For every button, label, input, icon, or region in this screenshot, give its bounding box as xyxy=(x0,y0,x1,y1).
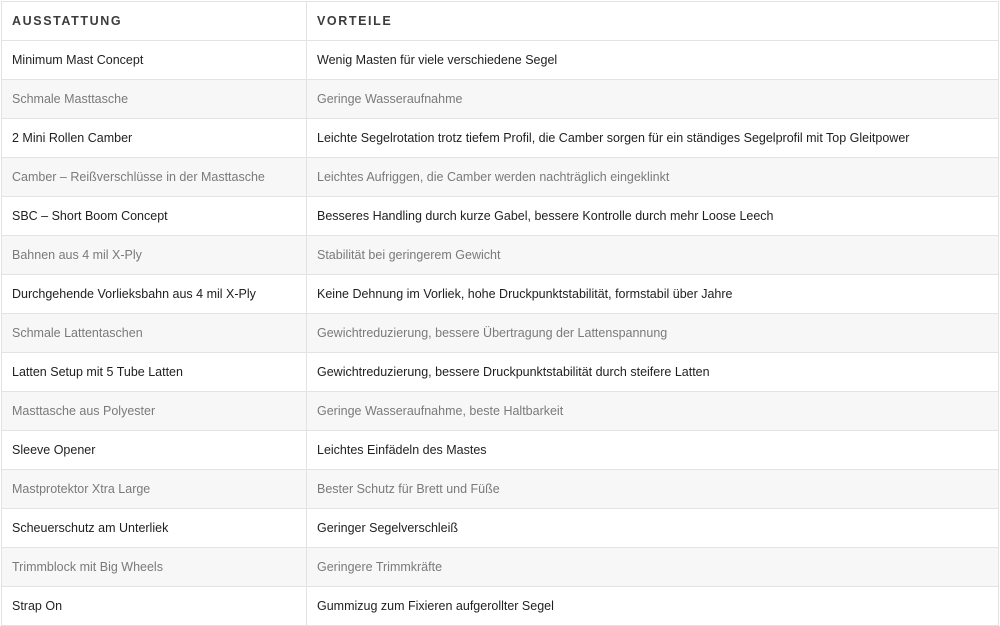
table-row xyxy=(2,41,999,80)
benefit-cell: Geringere Trimmkräfte xyxy=(307,548,999,587)
table-row xyxy=(2,587,999,626)
feature-cell: Sleeve Opener xyxy=(2,431,307,470)
feature-cell: Camber – Reißverschlüsse in der Masttasche xyxy=(2,158,307,197)
table-row xyxy=(2,509,999,548)
feature-cell: Mastprotektor Xtra Large xyxy=(2,470,307,509)
feature-cell: Scheuerschutz am Unterliek xyxy=(2,509,307,548)
feature-cell: Masttasche aus Polyester xyxy=(2,392,307,431)
feature-cell: Strap On xyxy=(2,587,307,626)
features-table xyxy=(1,1,999,626)
feature-cell: Durchgehende Vorlieksbahn aus 4 mil X-Ply xyxy=(2,275,307,314)
benefit-cell: Besseres Handling durch kurze Gabel, bessere Kontrolle durch mehr Loose Leech xyxy=(307,197,999,236)
table-row xyxy=(2,158,999,197)
table-row xyxy=(2,431,999,470)
benefit-cell: Gewichtreduzierung, bessere Druckpunktstabilität durch steifere Latten xyxy=(307,353,999,392)
table-row xyxy=(2,314,999,353)
benefit-cell: Wenig Masten für viele verschiedene Segel xyxy=(307,41,999,80)
benefit-cell: Geringe Wasseraufnahme xyxy=(307,80,999,119)
table-row xyxy=(2,275,999,314)
benefit-cell: Keine Dehnung im Vorliek, hohe Druckpunktstabilität, formstabil über Jahre xyxy=(307,275,999,314)
feature-cell: Schmale Lattentaschen xyxy=(2,314,307,353)
benefit-cell: Leichtes Einfädeln des Mastes xyxy=(307,431,999,470)
feature-cell: Latten Setup mit 5 Tube Latten xyxy=(2,353,307,392)
header-vorteile: VORTEILE xyxy=(307,2,999,41)
table-row xyxy=(2,80,999,119)
header-ausstattung: AUSSTATTUNG xyxy=(2,2,307,41)
table-row xyxy=(2,236,999,275)
benefit-cell: Bester Schutz für Brett und Füße xyxy=(307,470,999,509)
feature-cell: SBC – Short Boom Concept xyxy=(2,197,307,236)
feature-cell: Trimmblock mit Big Wheels xyxy=(2,548,307,587)
table-row xyxy=(2,548,999,587)
benefit-cell: Gewichtreduzierung, bessere Übertragung der Lattenspannung xyxy=(307,314,999,353)
benefit-cell: Leichte Segelrotation trotz tiefem Profil, die Camber sorgen für ein ständiges Segelprofil mit Top Gleitpower xyxy=(307,119,999,158)
benefit-cell: Stabilität bei geringerem Gewicht xyxy=(307,236,999,275)
table-header-row xyxy=(2,2,999,41)
table-row xyxy=(2,353,999,392)
feature-cell: Minimum Mast Concept xyxy=(2,41,307,80)
benefit-cell: Leichtes Aufriggen, die Camber werden nachträglich eingeklinkt xyxy=(307,158,999,197)
benefit-cell: Geringer Segelverschleiß xyxy=(307,509,999,548)
table-row xyxy=(2,392,999,431)
feature-cell: Bahnen aus 4 mil X-Ply xyxy=(2,236,307,275)
benefit-cell: Geringe Wasseraufnahme, beste Haltbarkeit xyxy=(307,392,999,431)
table-row xyxy=(2,197,999,236)
feature-cell: Schmale Masttasche xyxy=(2,80,307,119)
feature-cell: 2 Mini Rollen Camber xyxy=(2,119,307,158)
table-row xyxy=(2,119,999,158)
table-row xyxy=(2,470,999,509)
benefit-cell: Gummizug zum Fixieren aufgerollter Segel xyxy=(307,587,999,626)
